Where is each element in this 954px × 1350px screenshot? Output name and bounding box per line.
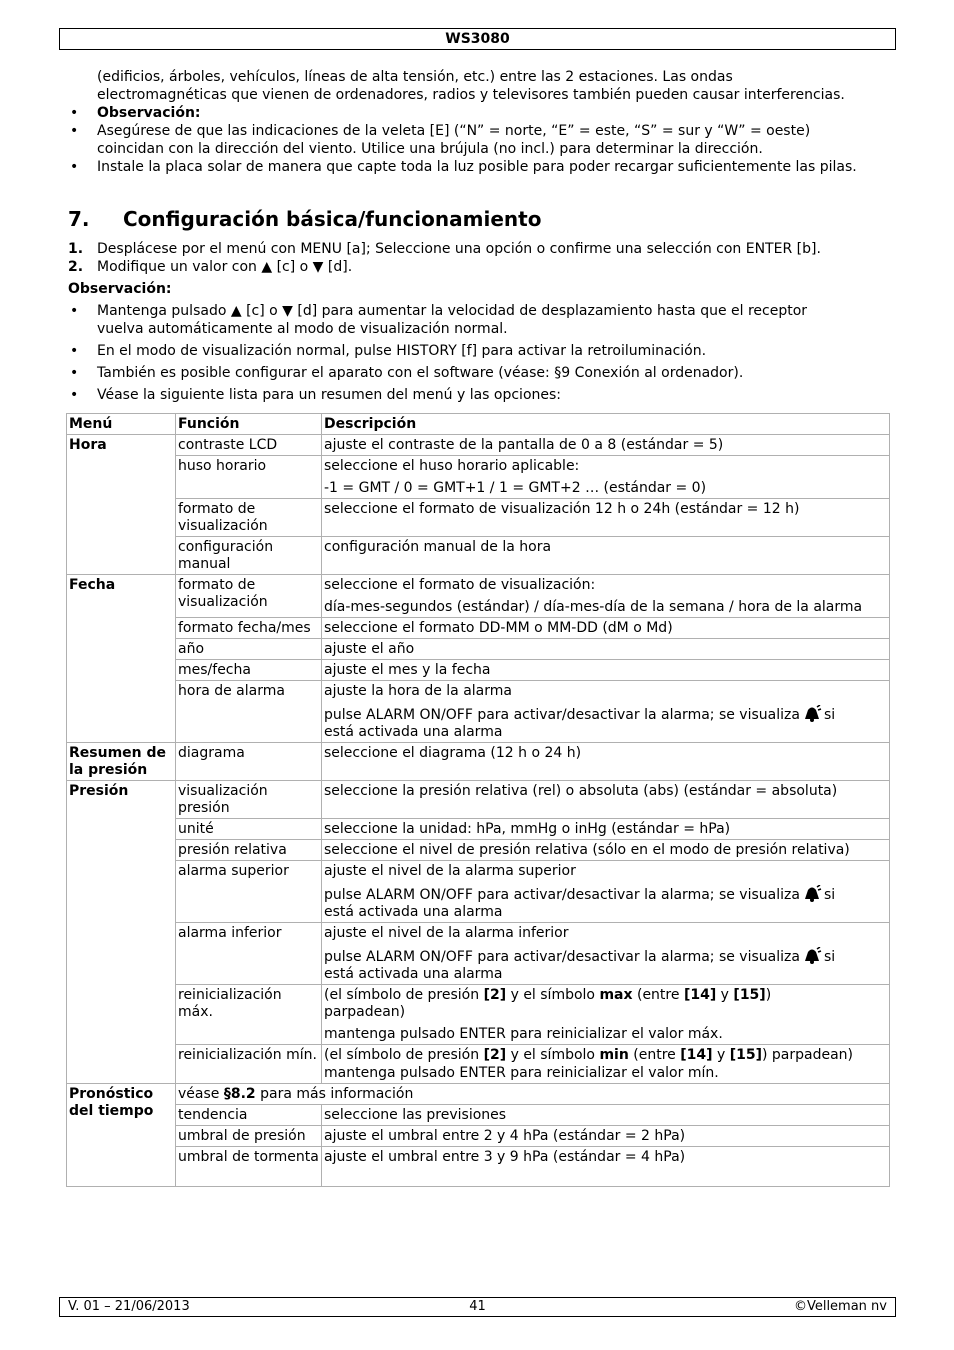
- bullet-solar: • Instale la placa solar de manera que capte toda la luz posible para poder recargar suficientemente las pilas.: [68, 158, 894, 176]
- table-row: Presión visualización presión seleccione la presión relativa (rel) o absoluta (abs) (estándar = absoluta): [67, 781, 890, 819]
- menu-fecha: Fecha: [67, 575, 176, 743]
- menu-pronostico: Pronóstico del tiempo: [67, 1084, 176, 1187]
- table-row: configuración manual configuración manual de la hora: [67, 537, 890, 575]
- section-heading: [68, 207, 541, 231]
- header-funcion: Función: [176, 414, 322, 435]
- table-header-row: [67, 414, 890, 435]
- note-item: • Véase la siguiente lista para un resumen del menú y las opciones:: [68, 386, 894, 404]
- steps-block: [68, 240, 894, 404]
- table-row: formato de visualización seleccione el formato de visualización 12 h o 24h (estándar = 12 h): [67, 499, 890, 537]
- step-item: 1. Desplácese por el menú con MENU [a]; Seleccione una opción o confirme una selección con ENTER [b].: [68, 241, 821, 257]
- section-title: Configuración básica/funcionamiento: [123, 207, 542, 231]
- intro-continuation: (edificios, árboles, vehículos, líneas de alta tensión, etc.) entre las 2 estaciones. Las ondas electromagnéticas que vienen de ordenadores, radios y televisores también pueden causar interferencias.: [97, 69, 845, 103]
- table-row: umbral de tormenta ajuste el umbral entre 3 y 9 hPa (estándar = 4 hPa): [67, 1147, 890, 1187]
- document-title: WS3080: [445, 31, 510, 47]
- table-row: formato fecha/mes seleccione el formato DD-MM o MM-DD (dM o Md): [67, 618, 890, 639]
- bullet-veleta: • Asegúrese de que las indicaciones de la veleta [E] (“N” = norte, “E” = este, “S” = sur y “W” = oeste) coincidan con la dirección del viento. Utilice una brújula (no incl.) para determinar la dirección.: [68, 122, 894, 158]
- note-item: • Mantenga pulsado ▲ [c] o ▼ [d] para aumentar la velocidad de desplazamiento hasta que el receptor vuelva automáticamente al modo de visualización normal.: [68, 302, 894, 338]
- table-row: unité seleccione la unidad: hPa, mmHg o inHg (estándar = hPa): [67, 819, 890, 840]
- observacion-title: Observación:: [68, 281, 172, 297]
- bell-icon: [802, 705, 822, 722]
- bullet-observacion: • Observación:: [68, 104, 894, 122]
- bell-icon: [802, 947, 822, 964]
- table-row: Pronóstico del tiempo véase §8.2 para más información: [67, 1084, 890, 1105]
- note-item: • En el modo de visualización normal, pulse HISTORY [f] para activar la retroiluminación.: [68, 342, 894, 360]
- table-row: tendencia seleccione las previsiones: [67, 1105, 890, 1126]
- table-row: mes/fecha ajuste el mes y la fecha: [67, 660, 890, 681]
- table-row: año ajuste el año: [67, 639, 890, 660]
- footer-version: V. 01 – 21/06/2013: [68, 1299, 190, 1314]
- bell-icon: [802, 885, 822, 902]
- header-menu: Menú: [67, 414, 176, 435]
- section-number: 7.: [68, 207, 90, 231]
- table-row: Fecha formato de visualización seleccione el formato de visualización: día-mes-segundos (estándar) / día-mes-día de la semana / hora de la alarma: [67, 575, 890, 618]
- note-item: • También es posible configurar el aparato con el software (véase: §9 Conexión al ordenador).: [68, 364, 894, 382]
- page-footer: [59, 1297, 896, 1317]
- table-row: alarma inferior ajuste el nivel de la alarma inferior pulse ALARM ON/OFF para activar/desactivar la alarma; se visualiza si está activada una alarma: [67, 923, 890, 985]
- footer-copyright: ©Velleman nv: [793, 1299, 887, 1314]
- menu-resumen: Resumen de la presión: [67, 743, 176, 781]
- page-header: [59, 28, 896, 50]
- table-row: huso horario seleccione el huso horario aplicable: -1 = GMT / 0 = GMT+1 / 1 = GMT+2 … (estándar = 0): [67, 456, 890, 499]
- step-item: 2. Modifique un valor con ▲ [c] o ▼ [d].: [68, 259, 353, 275]
- menu-presion: Presión: [67, 781, 176, 1084]
- table-row: presión relativa seleccione el nivel de presión relativa (sólo en el modo de presión relativa): [67, 840, 890, 861]
- table-row: Resumen de la presión diagrama seleccione el diagrama (12 h o 24 h): [67, 743, 890, 781]
- menu-hora: Hora: [67, 435, 176, 575]
- header-descripcion: Descripción: [322, 414, 890, 435]
- table-row: reinicialización máx. (el símbolo de presión [2] y el símbolo max (entre [14] y [15]) parpadean) mantenga pulsado ENTER para reinicializar el valor máx.: [67, 985, 890, 1045]
- table-row: reinicialización mín. (el símbolo de presión [2] y el símbolo min (entre [14] y [15]) parpadean) mantenga pulsado ENTER para reinicializar el valor mín.: [67, 1045, 890, 1084]
- table-row: hora de alarma ajuste la hora de la alarma pulse ALARM ON/OFF para activar/desactivar la alarma; se visualiza si está activada una alarma: [67, 681, 890, 743]
- menu-table: [66, 413, 890, 1187]
- intro-block: [68, 68, 894, 176]
- table-row: alarma superior ajuste el nivel de la alarma superior pulse ALARM ON/OFF para activar/desactivar la alarma; se visualiza si está activada una alarma: [67, 861, 890, 923]
- page-number: 41: [469, 1299, 486, 1314]
- table-row: umbral de presión ajuste el umbral entre 2 y 4 hPa (estándar = 2 hPa): [67, 1126, 890, 1147]
- table-row: Hora contraste LCD ajuste el contraste de la pantalla de 0 a 8 (estándar = 5): [67, 435, 890, 456]
